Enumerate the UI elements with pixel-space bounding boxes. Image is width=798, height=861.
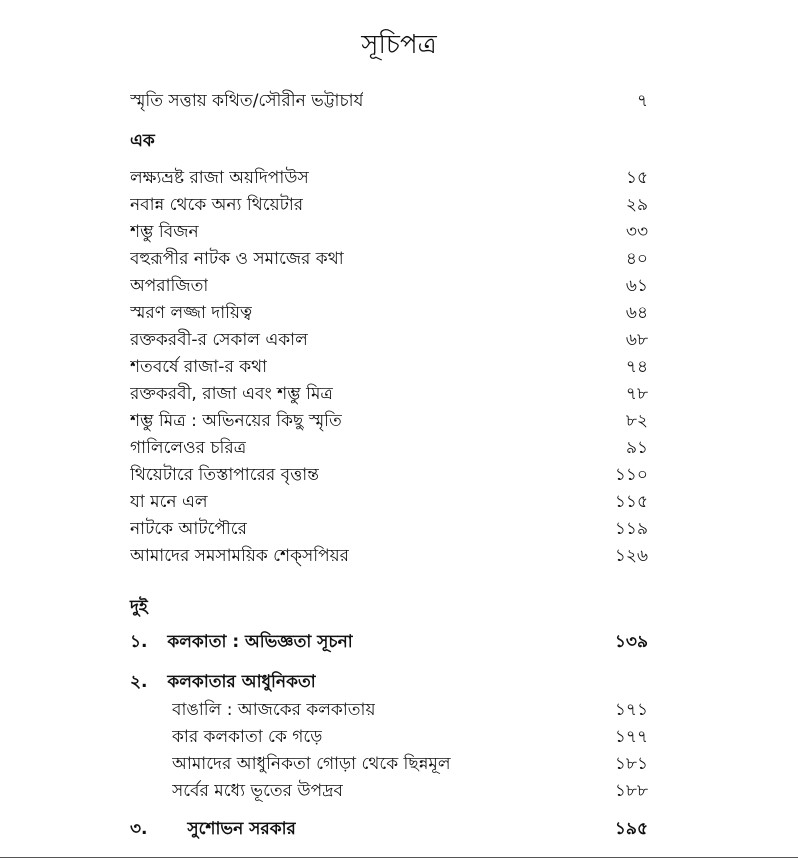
toc-sub-entry[interactable] xyxy=(172,724,648,750)
toc-entry-page: ২৯ xyxy=(625,195,648,215)
toc-entry-label: গালিলেওর চরিত্র xyxy=(130,438,247,458)
section-heading-two: দুই xyxy=(130,597,148,617)
toc-part-title: কলকাতার আধুনিকতা xyxy=(167,672,316,692)
toc-entry-page: ৬৮ xyxy=(625,330,648,350)
toc-part-title: সুশোভন সরকার xyxy=(187,819,296,839)
toc-entry-page: ৭৮ xyxy=(625,384,648,404)
toc-part-entry[interactable] xyxy=(130,629,648,655)
bottom-rule xyxy=(0,857,798,858)
toc-entry[interactable] xyxy=(130,381,648,407)
toc-entry-label: যা মনে এল xyxy=(130,492,208,512)
toc-sub-entry[interactable] xyxy=(172,697,648,723)
toc-entry-page: ৮২ xyxy=(625,411,648,431)
toc-entry-page: ১১৯ xyxy=(614,519,648,539)
toc-entry-label: শম্ভু মিত্র : অভিনয়ের কিছু স্মৃতি xyxy=(130,411,342,431)
toc-entry-label: রক্তকরবী, রাজা এবং শম্ভু মিত্র xyxy=(130,384,333,404)
toc-entry-label: শম্ভু বিজন xyxy=(130,222,199,242)
toc-entry-label: কার কলকাতা কে গড়ে xyxy=(172,727,323,747)
toc-entry-label xyxy=(130,669,316,695)
toc-entry-label: শতবর্ষে রাজা-র কথা xyxy=(130,357,268,377)
toc-entry-label: আমাদের আধুনিকতা গোড়া থেকে ছিন্নমূল xyxy=(172,754,451,774)
toc-entry-label: আমাদের সমসাময়িক শেক্‌সপিয়র xyxy=(130,546,350,566)
toc-entry-label: লক্ষ্যভ্রষ্ট রাজা অয়দিপাউস xyxy=(130,168,309,188)
toc-entry[interactable] xyxy=(130,543,648,569)
toc-entry-label: অপরাজিতা xyxy=(130,276,209,296)
toc-part-title: কলকাতা : অভিজ্ঞতা সূচনা xyxy=(167,632,353,652)
toc-entry[interactable] xyxy=(130,489,648,515)
toc-entry-page: ১৮১ xyxy=(614,754,648,774)
toc-entry-page: ১৭৭ xyxy=(614,727,648,747)
toc-entry[interactable] xyxy=(130,354,648,380)
toc-entry-page: ১৫ xyxy=(625,168,648,188)
toc-entry-page: ৩৩ xyxy=(625,222,648,242)
toc-entry[interactable] xyxy=(130,516,648,542)
toc-entry[interactable] xyxy=(130,219,648,245)
toc-entry-label xyxy=(130,816,296,842)
toc-entry-label: বাঙালি : আজকের কলকাতায় xyxy=(172,700,376,720)
toc-entry-page: ১১৫ xyxy=(614,492,648,512)
toc-part-entry[interactable] xyxy=(130,816,648,842)
toc-entry-label: বহুরূপীর নাটক ও সমাজের কথা xyxy=(130,249,344,269)
toc-entry-page: ১২৬ xyxy=(614,546,648,566)
toc-part-number: ৩. xyxy=(130,819,148,839)
toc-entry[interactable] xyxy=(130,246,648,272)
toc-entry[interactable] xyxy=(130,165,648,191)
toc-entry-label: সর্বের মধ্যে ভূতের উপদ্রব xyxy=(172,781,343,801)
toc-entry-page: ১৯৫ xyxy=(614,819,648,839)
toc-entry[interactable] xyxy=(130,327,648,353)
toc-entry[interactable] xyxy=(130,300,648,326)
toc-entry-page: ৭৪ xyxy=(625,357,648,377)
toc-sub-entry[interactable] xyxy=(172,751,648,777)
toc-entry[interactable] xyxy=(130,435,648,461)
toc-entry-label: থিয়েটারে তিস্তাপারের বৃত্তান্ত xyxy=(130,465,319,485)
toc-sub-entry[interactable] xyxy=(172,778,648,804)
toc-part-number: ২. xyxy=(130,672,148,692)
toc-entry-page: ১১০ xyxy=(614,465,648,485)
toc-entry-intro[interactable] xyxy=(130,88,648,114)
toc-entry-page: ৪০ xyxy=(625,249,648,269)
toc-part-number: ১. xyxy=(130,632,148,652)
toc-entry-page: ৬৪ xyxy=(625,303,648,323)
toc-entry[interactable] xyxy=(130,192,648,218)
toc-entry[interactable] xyxy=(130,273,648,299)
toc-entry[interactable] xyxy=(130,462,648,488)
toc-entry-label: রক্তকরবী-র সেকাল একাল xyxy=(130,330,308,350)
toc-entry[interactable] xyxy=(130,408,648,434)
toc-entry-page: ১৮৮ xyxy=(614,781,648,801)
toc-entry-page: ৯১ xyxy=(625,438,648,458)
toc-entry-label xyxy=(130,629,353,655)
toc-entry-page: ৭ xyxy=(636,91,648,111)
page-title: সূচিপত্র xyxy=(361,30,437,60)
toc-entry-page: ১৩৯ xyxy=(614,632,648,652)
section-heading-one: এক xyxy=(130,131,155,151)
toc-entry-page: ১৭১ xyxy=(614,700,648,720)
toc-entry-label: স্মরণ লজ্জা দায়িত্ব xyxy=(130,303,253,323)
toc-entry-label: স্মৃতি সত্তায় কথিত/সৌরীন ভট্টাচার্য xyxy=(130,91,364,111)
toc-entry-label: নাটকে আটপৌরে xyxy=(130,519,247,539)
toc-entry-page: ৬১ xyxy=(625,276,648,296)
toc-part-entry[interactable] xyxy=(130,669,648,695)
toc-entry-label: নবান্ন থেকে অন্য থিয়েটার xyxy=(130,195,304,215)
